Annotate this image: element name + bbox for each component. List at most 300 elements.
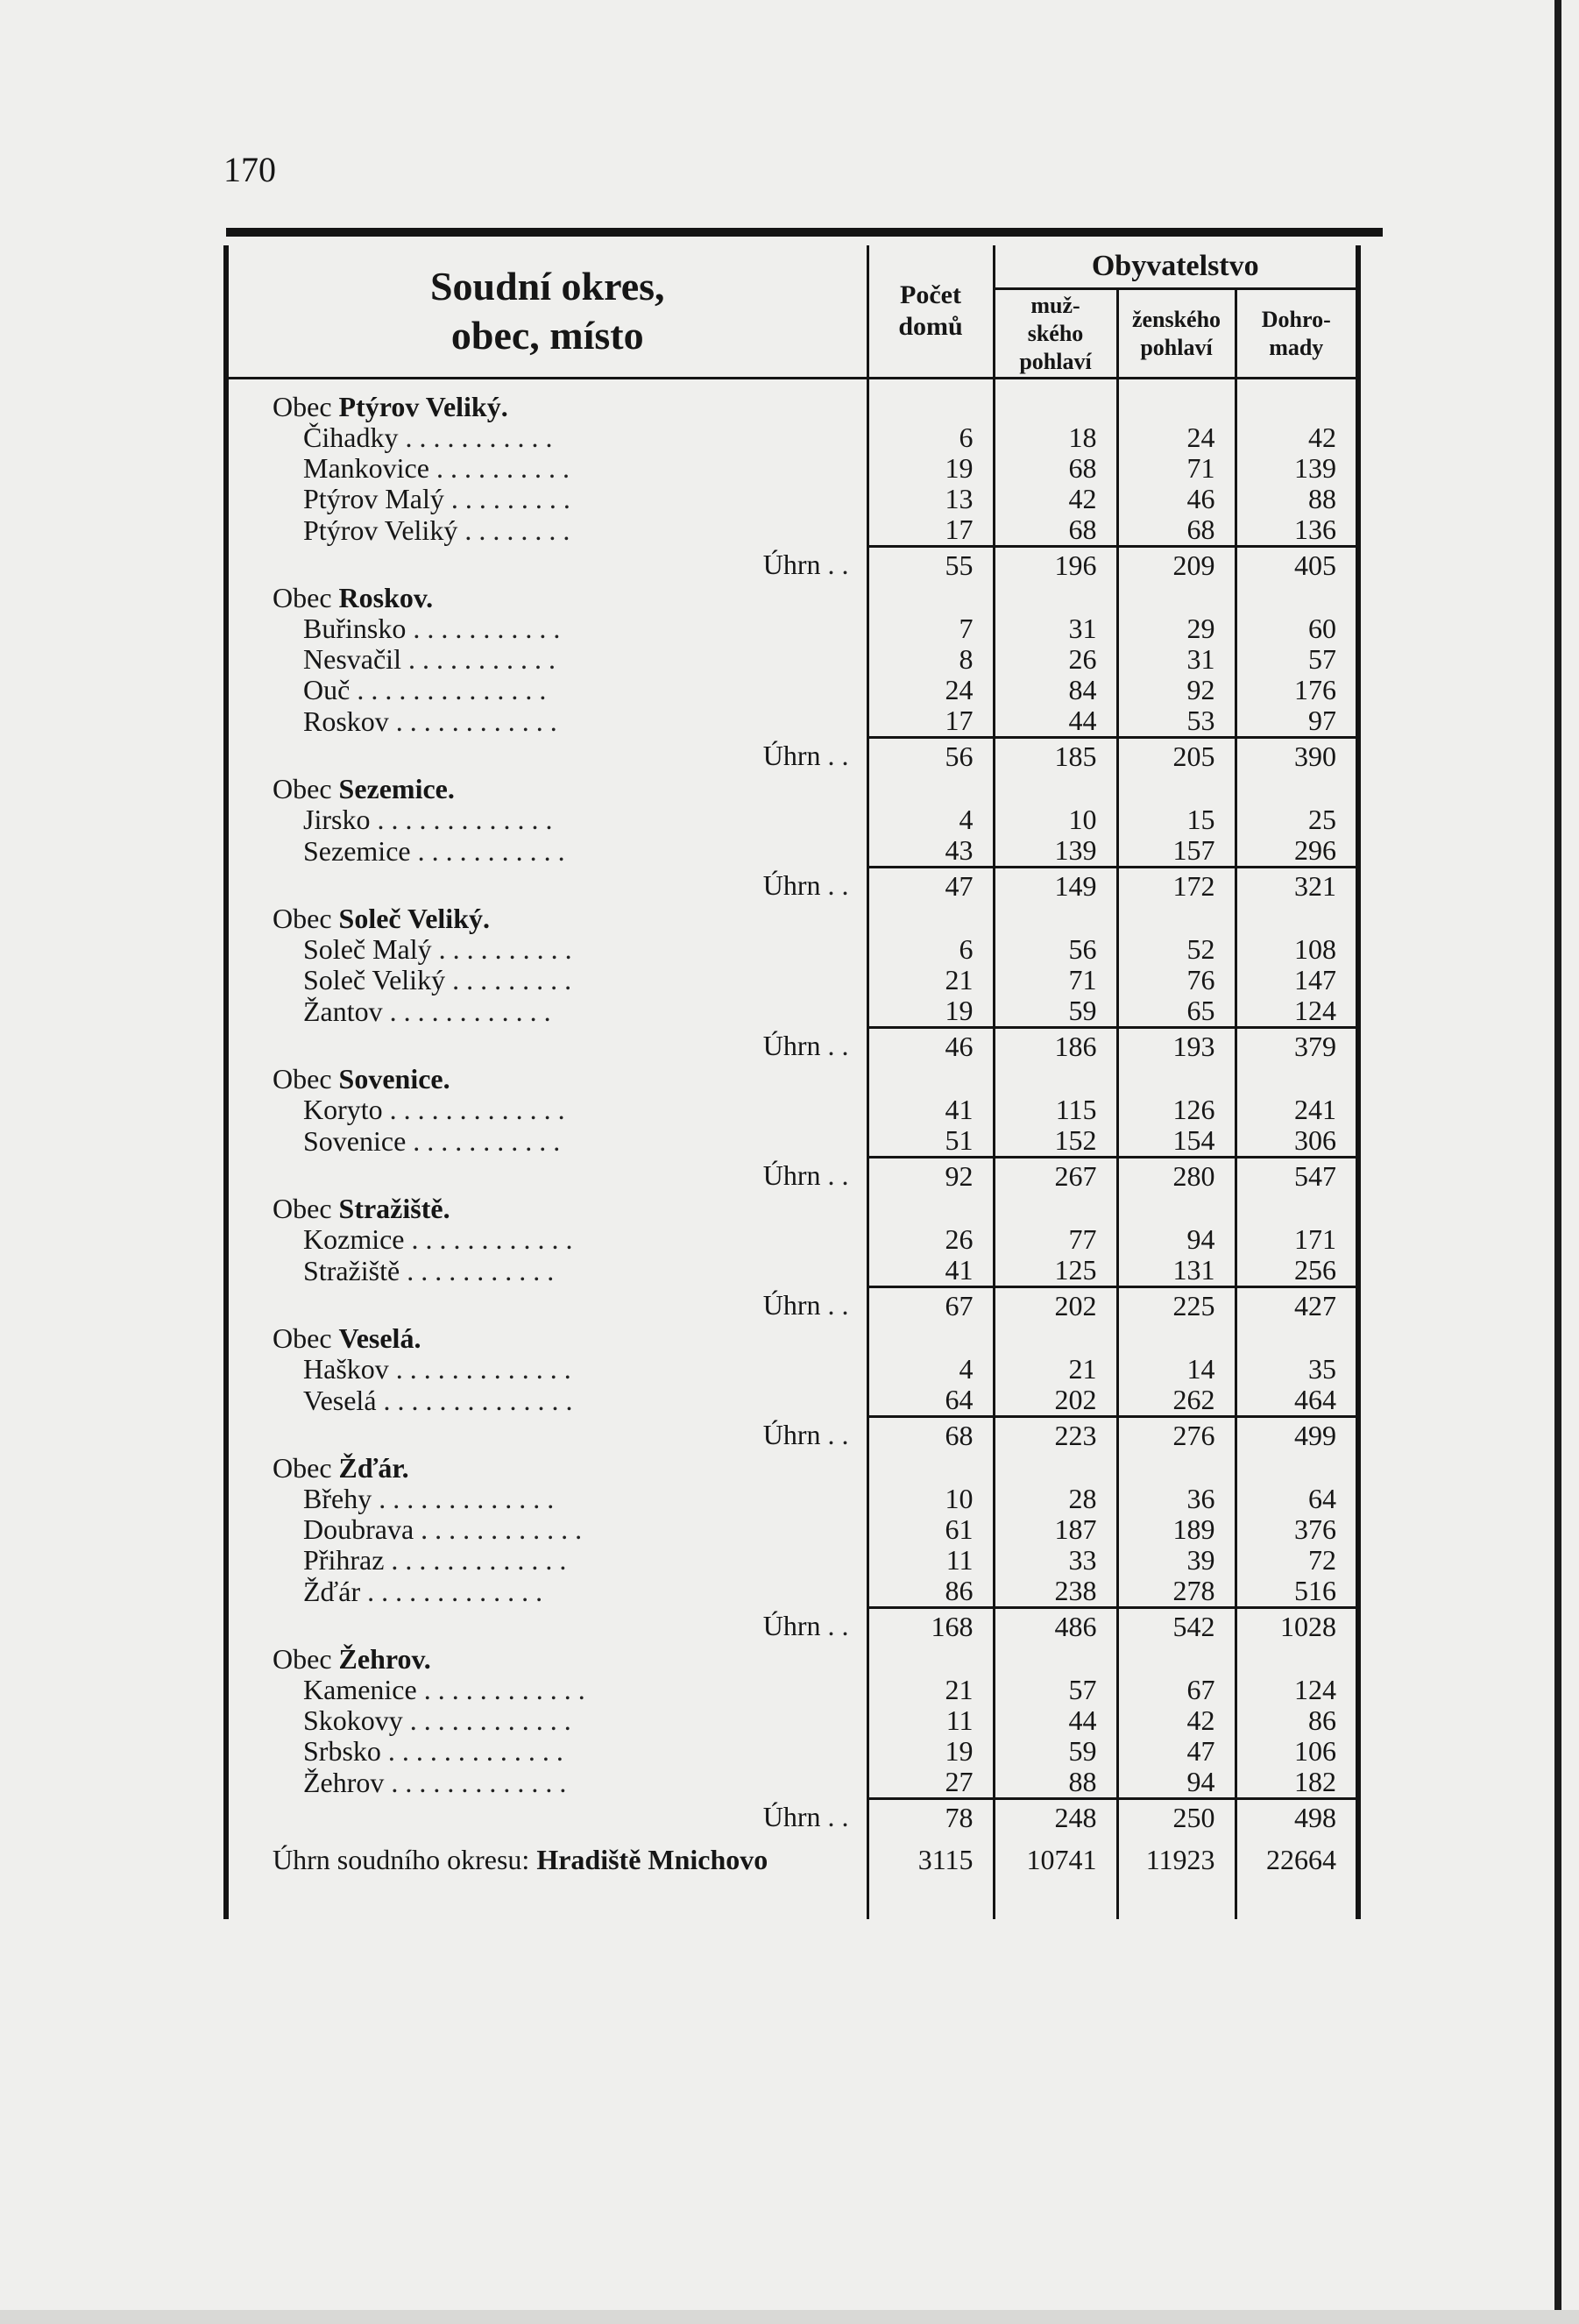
place-cell [226,1705,867,1736]
sum-dots: . . [820,869,849,902]
sum-label-cell [226,738,867,775]
place-cell [226,675,867,705]
sum-dots: . . [820,740,849,772]
table-row [226,835,1383,868]
place-name: Žďár [303,1576,361,1607]
houses-cell: 4 [867,804,994,835]
total-cell: 86 [1236,1705,1358,1736]
male-cell: 202 [994,1385,1117,1417]
houses-cell: 4 [867,1354,994,1385]
place-cell [226,1095,867,1125]
male-cell: 57 [994,1675,1117,1705]
leader-dots: . . . . . . . . . . . . [382,995,551,1027]
sum-row [226,1608,1383,1645]
leader-dots: . . . . . . . . . . . . . [370,804,553,835]
obec-name: Žďár. [338,1453,409,1484]
header-male-line2: ského [1027,320,1084,346]
place-cell [226,644,867,675]
place-cell [226,422,867,453]
place-cell [226,1545,867,1576]
leader-dots: . . . . . . . . . . . . . [382,1095,565,1125]
sum-row [226,1417,1383,1454]
female-cell: 131 [1117,1255,1236,1287]
total-cell: 124 [1236,995,1358,1028]
sum-dots: . . [820,549,849,581]
sum-total: 499 [1236,1417,1358,1454]
sum-label: Úhrn [762,1801,821,1833]
total-cell: 64 [1236,1484,1358,1514]
obec-label: Obec [273,1194,332,1224]
obec-row [226,1453,1383,1484]
leader-dots: . . . . . . . . . . . . . [380,1736,563,1767]
sum-dots: . . [820,1289,849,1321]
place-name: Kozmice [303,1224,405,1255]
total-cell: 35 [1236,1354,1358,1385]
houses-cell: 27 [867,1767,994,1799]
female-cell: 39 [1117,1545,1236,1576]
sum-female: 225 [1117,1287,1236,1324]
female-cell: 67 [1117,1675,1236,1705]
place-name: Břehy [303,1484,372,1514]
place-name: Ptýrov Veliký [303,514,458,546]
place-name: Doubrava [303,1514,414,1545]
place-name: Nesvačil [303,644,401,675]
grand-houses: 3115 [867,1835,994,1884]
place-name: Soleč Veliký [303,965,446,995]
leader-dots: . . . . . . . . . . . . [414,1514,583,1545]
houses-cell: 64 [867,1385,994,1417]
sum-houses: 47 [867,868,994,904]
female-cell: 24 [1117,422,1236,453]
place-cell [226,1767,867,1799]
houses-cell: 6 [867,422,994,453]
sum-male: 202 [994,1287,1117,1324]
houses-cell: 86 [867,1576,994,1608]
place-cell [226,1385,867,1417]
grand-total-label [226,1835,867,1884]
male-cell: 139 [994,835,1117,868]
place-cell [226,484,867,514]
houses-cell: 41 [867,1095,994,1125]
male-cell: 68 [994,514,1117,547]
sum-label-cell [226,1608,867,1645]
total-cell: 306 [1236,1125,1358,1158]
male-cell: 77 [994,1224,1117,1255]
place-cell [226,995,867,1028]
total-cell: 88 [1236,484,1358,514]
total-cell: 147 [1236,965,1358,995]
male-cell: 115 [994,1095,1117,1125]
sum-row [226,1158,1383,1194]
place-cell [226,965,867,995]
place-cell [226,804,867,835]
census-table [223,228,1383,1919]
sum-total: 390 [1236,738,1358,775]
sum-female: 250 [1117,1799,1236,1836]
place-name: Buřinsko [303,613,407,644]
sum-row [226,1799,1383,1836]
male-cell: 28 [994,1484,1117,1514]
female-cell: 53 [1117,705,1236,738]
place-name: Sezemice [303,835,411,867]
sum-label-cell [226,868,867,904]
total-cell: 464 [1236,1385,1358,1417]
sum-houses: 56 [867,738,994,775]
obec-name: Sezemice. [338,774,455,804]
female-cell: 14 [1117,1354,1236,1385]
obec-row [226,392,1383,422]
table-row [226,1576,1383,1608]
sum-total: 498 [1236,1799,1358,1836]
place-name: Veselá [303,1385,377,1416]
female-cell: 68 [1117,514,1236,547]
houses-cell: 6 [867,934,994,965]
total-cell: 171 [1236,1224,1358,1255]
place-name: Srbsko [303,1736,381,1767]
obec-name: Roskov. [338,583,434,613]
place-cell [226,1255,867,1287]
sum-row [226,868,1383,904]
place-name: Čihadky [303,422,399,453]
male-cell: 26 [994,644,1117,675]
header-female [1117,289,1236,379]
sum-row [226,738,1383,775]
obec-row [226,1194,1383,1224]
leader-dots: . . . . . . . . . [443,484,570,514]
leader-dots: . . . . . . . . . . . [400,644,556,675]
female-cell: 262 [1117,1385,1236,1417]
total-cell: 139 [1236,453,1358,484]
sum-houses: 92 [867,1158,994,1194]
obec-row [226,1064,1383,1095]
header-houses-line1: Počet [900,280,961,309]
header-male-line3: pohlaví [1019,348,1092,374]
houses-cell: 24 [867,675,994,705]
obec-label: Obec [273,392,332,422]
female-cell: 29 [1117,613,1236,644]
sum-label: Úhrn [762,740,821,772]
place-name: Žantov [303,995,383,1027]
male-cell: 42 [994,484,1117,514]
sum-female: 280 [1117,1158,1236,1194]
male-cell: 238 [994,1576,1117,1608]
total-cell: 97 [1236,705,1358,738]
sum-houses: 46 [867,1028,994,1065]
sum-male: 186 [994,1028,1117,1065]
table-row [226,934,1383,965]
male-cell: 44 [994,1705,1117,1736]
male-cell: 31 [994,613,1117,644]
sum-houses: 68 [867,1417,994,1454]
table-row [226,514,1383,547]
total-cell: 124 [1236,1675,1358,1705]
houses-cell: 19 [867,453,994,484]
female-cell: 71 [1117,453,1236,484]
female-cell: 15 [1117,804,1236,835]
place-name: Haškov [303,1354,389,1385]
obec-label: Obec [273,1064,332,1095]
leader-dots: . . . . . . . . . . . . [402,1705,571,1736]
table-row [226,453,1383,484]
sum-houses: 168 [867,1608,994,1645]
place-cell [226,514,867,547]
female-cell: 42 [1117,1705,1236,1736]
sum-total: 405 [1236,547,1358,584]
houses-cell: 51 [867,1125,994,1158]
place-name: Skokovy [303,1705,403,1736]
female-cell: 31 [1117,644,1236,675]
houses-cell: 13 [867,484,994,514]
male-cell: 33 [994,1545,1117,1576]
header-houses-line2: domů [898,312,963,341]
sum-label: Úhrn [762,1289,821,1321]
leader-dots: . . . . . . . . . . . . . . [350,675,547,705]
sum-label-cell [226,1287,867,1324]
sum-female: 276 [1117,1417,1236,1454]
male-cell: 125 [994,1255,1117,1287]
place-name: Ouč [303,675,350,705]
header-edge [1358,245,1383,379]
table-row [226,1767,1383,1799]
total-cell: 182 [1236,1767,1358,1799]
table-row [226,1484,1383,1514]
header-female-line1: ženského [1131,306,1221,332]
place-cell [226,835,867,868]
total-cell: 25 [1236,804,1358,835]
table-row [226,1514,1383,1545]
leader-dots: . . . . . . . . . . . . . [388,1354,571,1385]
header-female-line2: pohlaví [1140,334,1213,360]
obec-name: Soleč Veliký. [338,903,490,934]
sum-male: 185 [994,738,1117,775]
table-row [226,1675,1383,1705]
place-name: Koryto [303,1095,383,1125]
obec-heading [226,1064,867,1095]
houses-cell: 11 [867,1705,994,1736]
female-cell: 65 [1117,995,1236,1028]
leader-dots: . . . . . . . . . [445,965,572,995]
obec-heading [226,903,867,934]
table-row [226,1125,1383,1158]
grand-total-row [226,1835,1383,1884]
sum-label-cell [226,1158,867,1194]
obec-row [226,1644,1383,1675]
total-cell: 241 [1236,1095,1358,1125]
obec-heading [226,1453,867,1484]
sum-male: 149 [994,868,1117,904]
sum-label: Úhrn [762,1159,821,1192]
sum-female: 542 [1117,1608,1236,1645]
male-cell: 152 [994,1125,1117,1158]
table-row [226,1736,1383,1767]
male-cell: 21 [994,1354,1117,1385]
place-name: Mankovice [303,453,429,484]
obec-row [226,774,1383,804]
total-cell: 42 [1236,422,1358,453]
sum-male: 267 [994,1158,1117,1194]
houses-cell: 17 [867,705,994,738]
grand-male: 10741 [994,1835,1117,1884]
female-cell: 126 [1117,1095,1236,1125]
table-row [226,422,1383,453]
place-name: Roskov [303,705,389,737]
male-cell: 59 [994,995,1117,1028]
sum-houses: 67 [867,1287,994,1324]
obec-heading [226,392,867,422]
sum-label: Úhrn [762,1610,821,1642]
leader-dots: . . . . . . . . . . . [410,835,565,867]
houses-cell: 10 [867,1484,994,1514]
obec-heading [226,583,867,613]
place-name: Sovenice [303,1125,407,1157]
obec-row [226,903,1383,934]
leader-dots: . . . . . . . . . . [431,934,572,965]
place-cell [226,453,867,484]
female-cell: 94 [1117,1224,1236,1255]
houses-cell: 61 [867,1514,994,1545]
place-cell [226,1576,867,1608]
sum-label-cell [226,1799,867,1836]
place-name: Přihraz [303,1545,385,1576]
place-name: Kamenice [303,1675,417,1705]
header-houses [867,245,994,379]
header-name [226,245,867,379]
place-cell [226,1514,867,1545]
sum-row [226,547,1383,584]
sum-total: 379 [1236,1028,1358,1065]
obec-label: Obec [273,1644,332,1675]
table-row [226,1354,1383,1385]
leader-dots: . . . . . . . . . . . [406,1125,561,1157]
sum-total: 547 [1236,1158,1358,1194]
sum-female: 172 [1117,868,1236,904]
table-row [226,804,1383,835]
table-row [226,995,1383,1028]
female-cell: 94 [1117,1767,1236,1799]
sum-male: 196 [994,547,1117,584]
place-cell [226,1736,867,1767]
male-cell: 10 [994,804,1117,835]
male-cell: 59 [994,1736,1117,1767]
table-row [226,613,1383,644]
page-bottom-edge [0,2310,1579,2324]
header-population: Obyvatelstvo [994,245,1358,289]
obec-label: Obec [273,1453,332,1484]
sum-total: 321 [1236,868,1358,904]
leader-dots: . . . . . . . . . . . . . [384,1545,567,1576]
table-row [226,1545,1383,1576]
total-cell: 136 [1236,514,1358,547]
sum-total: 427 [1236,1287,1358,1324]
place-name: Žehrov [303,1767,385,1798]
male-cell: 84 [994,675,1117,705]
female-cell: 36 [1117,1484,1236,1514]
header-name-line1: Soudní okres, [429,264,665,308]
grand-total-text: Úhrn soudního okresu: [273,1844,530,1875]
page-edge-shadow [1554,0,1561,2324]
sum-dots: . . [820,1030,849,1062]
table-row [226,1095,1383,1125]
female-cell: 154 [1117,1125,1236,1158]
leader-dots: . . . . . . . . . . . . [416,1675,585,1705]
place-cell [226,934,867,965]
houses-cell: 17 [867,514,994,547]
sum-label-cell [226,547,867,584]
place-cell [226,705,867,738]
male-cell: 88 [994,1767,1117,1799]
sum-female: 205 [1117,738,1236,775]
sum-male: 223 [994,1417,1117,1454]
leader-dots: . . . . . . . . . . . . [388,705,557,737]
sum-houses: 55 [867,547,994,584]
houses-cell: 19 [867,1736,994,1767]
leader-dots: . . . . . . . . . . [428,453,570,484]
sum-label-cell [226,1417,867,1454]
female-cell: 157 [1117,835,1236,868]
table-row [226,965,1383,995]
sum-label: Úhrn [762,869,821,902]
total-cell: 60 [1236,613,1358,644]
place-cell [226,1224,867,1255]
table-row [226,644,1383,675]
female-cell: 46 [1117,484,1236,514]
leader-dots: . . . . . . . . . . . . [404,1224,573,1255]
leader-dots: . . . . . . . . . . . . . [372,1484,555,1514]
female-cell: 92 [1117,675,1236,705]
total-cell: 176 [1236,675,1358,705]
sum-dots: . . [820,1610,849,1642]
table-body [226,379,1383,1920]
place-name: Jirsko [303,804,371,835]
leader-dots: . . . . . . . . . . . [406,613,561,644]
houses-cell: 7 [867,613,994,644]
obec-label: Obec [273,903,332,934]
sum-female: 193 [1117,1028,1236,1065]
sum-houses: 78 [867,1799,994,1836]
obec-label: Obec [273,583,332,613]
place-cell [226,613,867,644]
total-cell: 106 [1236,1736,1358,1767]
male-cell: 44 [994,705,1117,738]
sum-label: Úhrn [762,549,821,581]
female-cell: 47 [1117,1736,1236,1767]
total-cell: 376 [1236,1514,1358,1545]
houses-cell: 43 [867,835,994,868]
obec-heading [226,1323,867,1354]
obec-heading [226,1194,867,1224]
grand-female: 11923 [1117,1835,1236,1884]
sum-row [226,1287,1383,1324]
sum-male: 486 [994,1608,1117,1645]
header-name-line2: obec, místo [450,313,644,358]
obec-heading [226,1644,867,1675]
total-cell: 296 [1236,835,1358,868]
houses-cell: 8 [867,644,994,675]
female-cell: 76 [1117,965,1236,995]
obec-label: Obec [273,1323,332,1354]
place-cell [226,1675,867,1705]
obec-name: Stražiště. [338,1194,450,1224]
census-table-wrap [223,228,1380,2077]
houses-cell: 21 [867,965,994,995]
place-cell [226,1354,867,1385]
sum-dots: . . [820,1419,849,1451]
sum-label: Úhrn [762,1030,821,1062]
leader-dots: . . . . . . . . . . . . . [360,1576,543,1607]
place-cell [226,1125,867,1158]
obec-name: Ptýrov Veliký. [338,392,508,422]
header-male-line1: muž- [1030,292,1080,318]
